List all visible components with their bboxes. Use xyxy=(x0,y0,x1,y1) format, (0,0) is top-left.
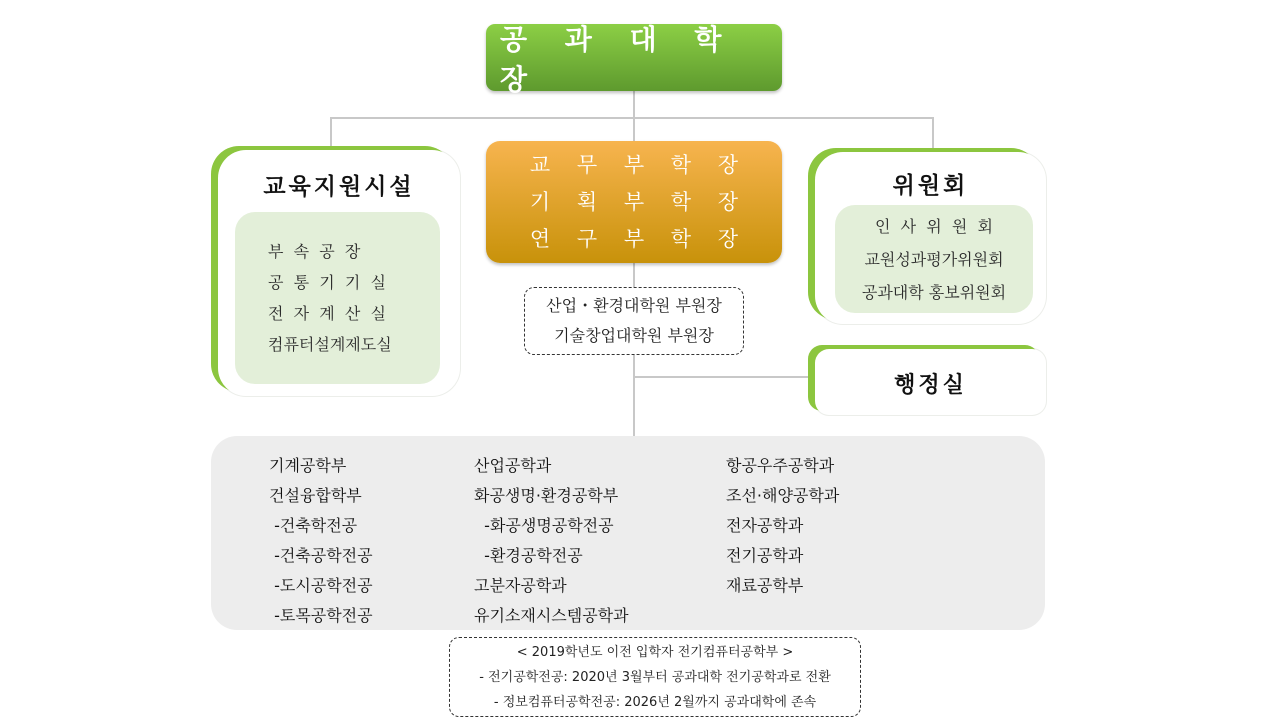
note-title: < 2019학년도 이전 입학자 전기컴퓨터공학부 > xyxy=(516,644,794,660)
department-item: 기계공학부 xyxy=(269,456,347,475)
department-item: 항공우주공학과 xyxy=(726,456,835,475)
department-item: 조선·해양공학과 xyxy=(726,486,840,505)
graduate-vice-startup: 기술창업대학원 부원장 xyxy=(554,326,714,345)
note-line: - 전기공학전공: 2020년 3월부터 공과대학 전기공학과로 전환 xyxy=(479,669,831,685)
list-item: 전 자 계 산 실 xyxy=(268,304,386,323)
connector-left-drop xyxy=(330,117,332,149)
departments-column-2 xyxy=(474,451,629,631)
department-item: -화공생명공학전공 xyxy=(474,516,614,535)
department-item: -건축공학전공 xyxy=(269,546,373,565)
connector-admin-horizontal xyxy=(633,376,809,378)
department-item: 유기소재시스템공학과 xyxy=(474,606,629,625)
education-support-card xyxy=(218,150,460,396)
connector-top-horizontal xyxy=(330,117,934,119)
connector-right-drop xyxy=(932,117,934,149)
department-item: 화공생명·환경공학부 xyxy=(474,486,619,505)
departments-column-3 xyxy=(726,451,839,601)
transition-note xyxy=(449,637,861,717)
graduate-vice-industry: 산업・환경대학원 부원장 xyxy=(546,296,722,315)
department-item: -토목공학전공 xyxy=(269,606,373,625)
admin-office-title: 행정실 xyxy=(894,373,967,398)
list-item: 공과대학 홍보위원회 xyxy=(861,282,1007,302)
department-item: -건축학전공 xyxy=(269,516,358,535)
vice-dean-research: 연 구 부 학 장 xyxy=(529,226,749,251)
committees-title: 위원회 xyxy=(892,173,969,199)
graduate-vice-box xyxy=(524,287,744,355)
vice-dean-academic: 교 무 부 학 장 xyxy=(529,152,749,177)
department-item: 고분자공학과 xyxy=(474,576,567,595)
connector-vice-to-grad xyxy=(633,263,635,287)
note-line: - 정보컴퓨터공학전공: 2026년 2월까지 공과대학에 존속 xyxy=(493,694,817,710)
vice-dean-planning: 기 획 부 학 장 xyxy=(529,189,749,214)
list-item: 인 사 위 원 회 xyxy=(875,216,993,236)
committees-list xyxy=(835,205,1033,313)
list-item: 교원성과평가위원회 xyxy=(864,249,1004,269)
department-item: -환경공학전공 xyxy=(474,546,583,565)
departments-column-1 xyxy=(269,451,373,631)
admin-office-card xyxy=(815,349,1046,415)
department-item: 산업공학과 xyxy=(474,456,552,475)
education-support-title: 교육지원시설 xyxy=(263,174,415,200)
connector-grad-to-dept xyxy=(633,354,635,436)
department-item: 전기공학과 xyxy=(726,546,804,565)
list-item: 부 속 공 장 xyxy=(268,242,361,261)
connector-dean-vertical xyxy=(633,91,635,141)
list-item: 공 통 기 기 실 xyxy=(268,273,386,292)
department-item: 건설융합학부 xyxy=(269,486,362,505)
list-item: 컴퓨터설계제도실 xyxy=(268,335,392,354)
committees-card xyxy=(815,152,1046,324)
department-item: -도시공학전공 xyxy=(269,576,373,595)
vice-dean-box xyxy=(486,141,782,263)
department-item: 재료공학부 xyxy=(726,576,804,595)
departments-panel xyxy=(211,436,1045,630)
dean-label: 공 과 대 학 장 xyxy=(500,22,736,96)
dean-box xyxy=(486,22,782,96)
education-support-list xyxy=(235,212,440,384)
department-item: 전자공학과 xyxy=(726,516,804,535)
